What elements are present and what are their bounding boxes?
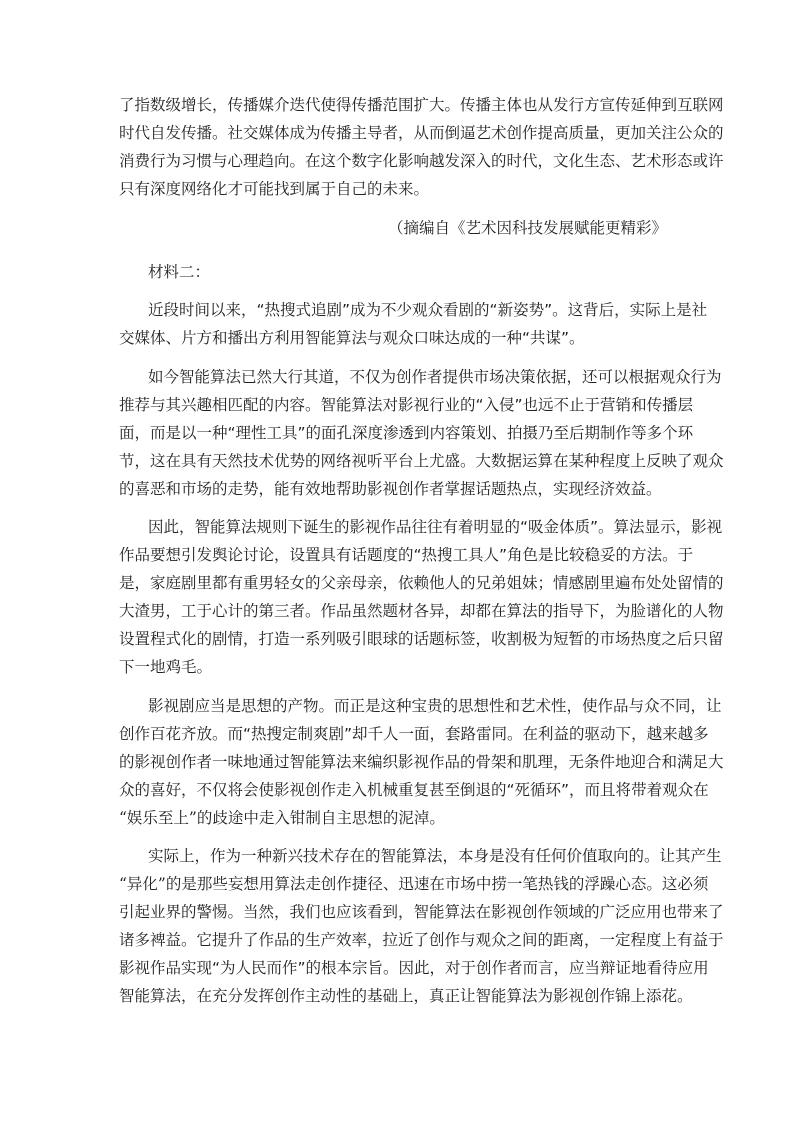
paragraph-2 — [119, 363, 724, 503]
source-citation: （摘编自《艺术因科技发展赋能更精彩》 — [387, 219, 667, 237]
text-line: 只有深度网络化才可能找到属于自己的未来。 — [119, 180, 430, 198]
text-line: 节，这在具有天然技术优势的网络视听平台上尤盛。大数据运算在某种程度上反映了观众 — [119, 452, 724, 470]
text-line: 设置程式化的剧情，打造一系列吸引眼球的话题标签，收割极为短暂的市场热度之后只留 — [119, 630, 724, 648]
text-line: “异化”的是那些妄想用算法走创作捷径、迅速在市场中捞一笔热钱的浮躁心态。这必须 — [119, 875, 709, 893]
text-line: 智能算法，在充分发挥创作主动性的基础上，真正让智能算法为影视创作锦上添花。 — [119, 987, 693, 1005]
text-line: 影视剧应当是思想的产物。而正是这种宝贵的思想性和艺术性，使作品与众不同，让 — [148, 697, 722, 715]
text-line: “娱乐至上”的歧途中走入钳制自主思想的泥淖。 — [119, 809, 445, 827]
text-line: 面，而是以一种“理性工具”的面孔深度渗透到内容策划、拍摄乃至后期制作等多个环 — [119, 424, 694, 442]
paragraph-4 — [119, 692, 724, 832]
text-line: 了指数级增长，传播媒介迭代使得传播范围扩大。传播主体也从发行方宣传延伸到互联网 — [119, 96, 724, 114]
text-line: 诸多裨益。它提升了作品的生产效率，拉近了创作与观众之间的距离，一定程度上有益于 — [119, 931, 724, 949]
text-line: 如今智能算法已然大行其道，不仅为创作者提供市场决策依据，还可以根据观众行为 — [148, 368, 722, 386]
text-line: 因此，智能算法规则下诞生的影视作品往往有着明显的“吸金体质”。算法显示，影视 — [148, 518, 723, 536]
text-line: 大渣男，工于心计的第三者。作品虽然题材各异，却都在算法的指导下，为脸谱化的人物 — [119, 602, 724, 620]
text-line: 的影视创作者一味地通过智能算法来编织影视作品的骨架和肌理，无条件地迎合和满足大 — [119, 753, 724, 771]
text-line: 的喜恶和市场的走势，能有效地帮助影视创作者掌握话题热点，实现经济效益。 — [119, 480, 662, 498]
text-line: 近段时间以来，“热搜式追剧”成为不少观众看剧的“新姿势”。这背后，实际上是社 — [148, 301, 708, 319]
paragraph-material-one-ending — [119, 91, 724, 203]
section-heading: 材料二： — [148, 263, 211, 281]
paragraph-1 — [119, 296, 708, 352]
text-line: 众的喜好，不仅将会使影视创作走入机械重复甚至倒退的“死循环”，而且将带着观众在 — [119, 781, 709, 799]
text-line: 消费行为习惯与心理趋向。在这个数字化影响越发深入的时代，文化生态、艺术形态或许 — [119, 152, 724, 170]
text-line: 引起业界的警惕。当然，我们也应该看到，智能算法在影视创作领域的广泛应用也带来了 — [119, 903, 724, 921]
text-line: 下一地鸡毛。 — [119, 658, 213, 676]
text-line: 创作百花齐放。而“热搜定制爽剧”却千人一面，套路雷同。在利益的驱动下，越来越多 — [119, 725, 709, 743]
text-line: 是，家庭剧里都有重男轻女的父亲母亲，依赖他人的兄弟姐妹；情感剧里遍布处处留情的 — [119, 574, 724, 592]
text-line: 时代自发传播。社交媒体成为传播主导者，从而倒逼艺术创作提高质量，更加关注公众的 — [119, 124, 724, 142]
text-line: 影视作品实现“为人民而作”的根本宗旨。因此，对于创作者而言，应当辩证地看待应用 — [119, 959, 709, 977]
text-line: 交媒体、片方和播出方利用智能算法与观众口味达成的一种“共谋”。 — [119, 329, 585, 347]
paragraph-5 — [119, 842, 724, 1010]
text-line: 作品要想引发舆论讨论，设置具有话题度的“热搜工具人”角色是比较稳妥的方法。于 — [119, 546, 694, 564]
text-line: 推荐与其兴趣相匹配的内容。智能算法对影视行业的“入侵”也远不止于营销和传播层 — [119, 396, 694, 414]
paragraph-3 — [119, 513, 724, 681]
text-line: 实际上，作为一种新兴技术存在的智能算法，本身是没有任何价值取向的。让其产生 — [148, 847, 722, 865]
